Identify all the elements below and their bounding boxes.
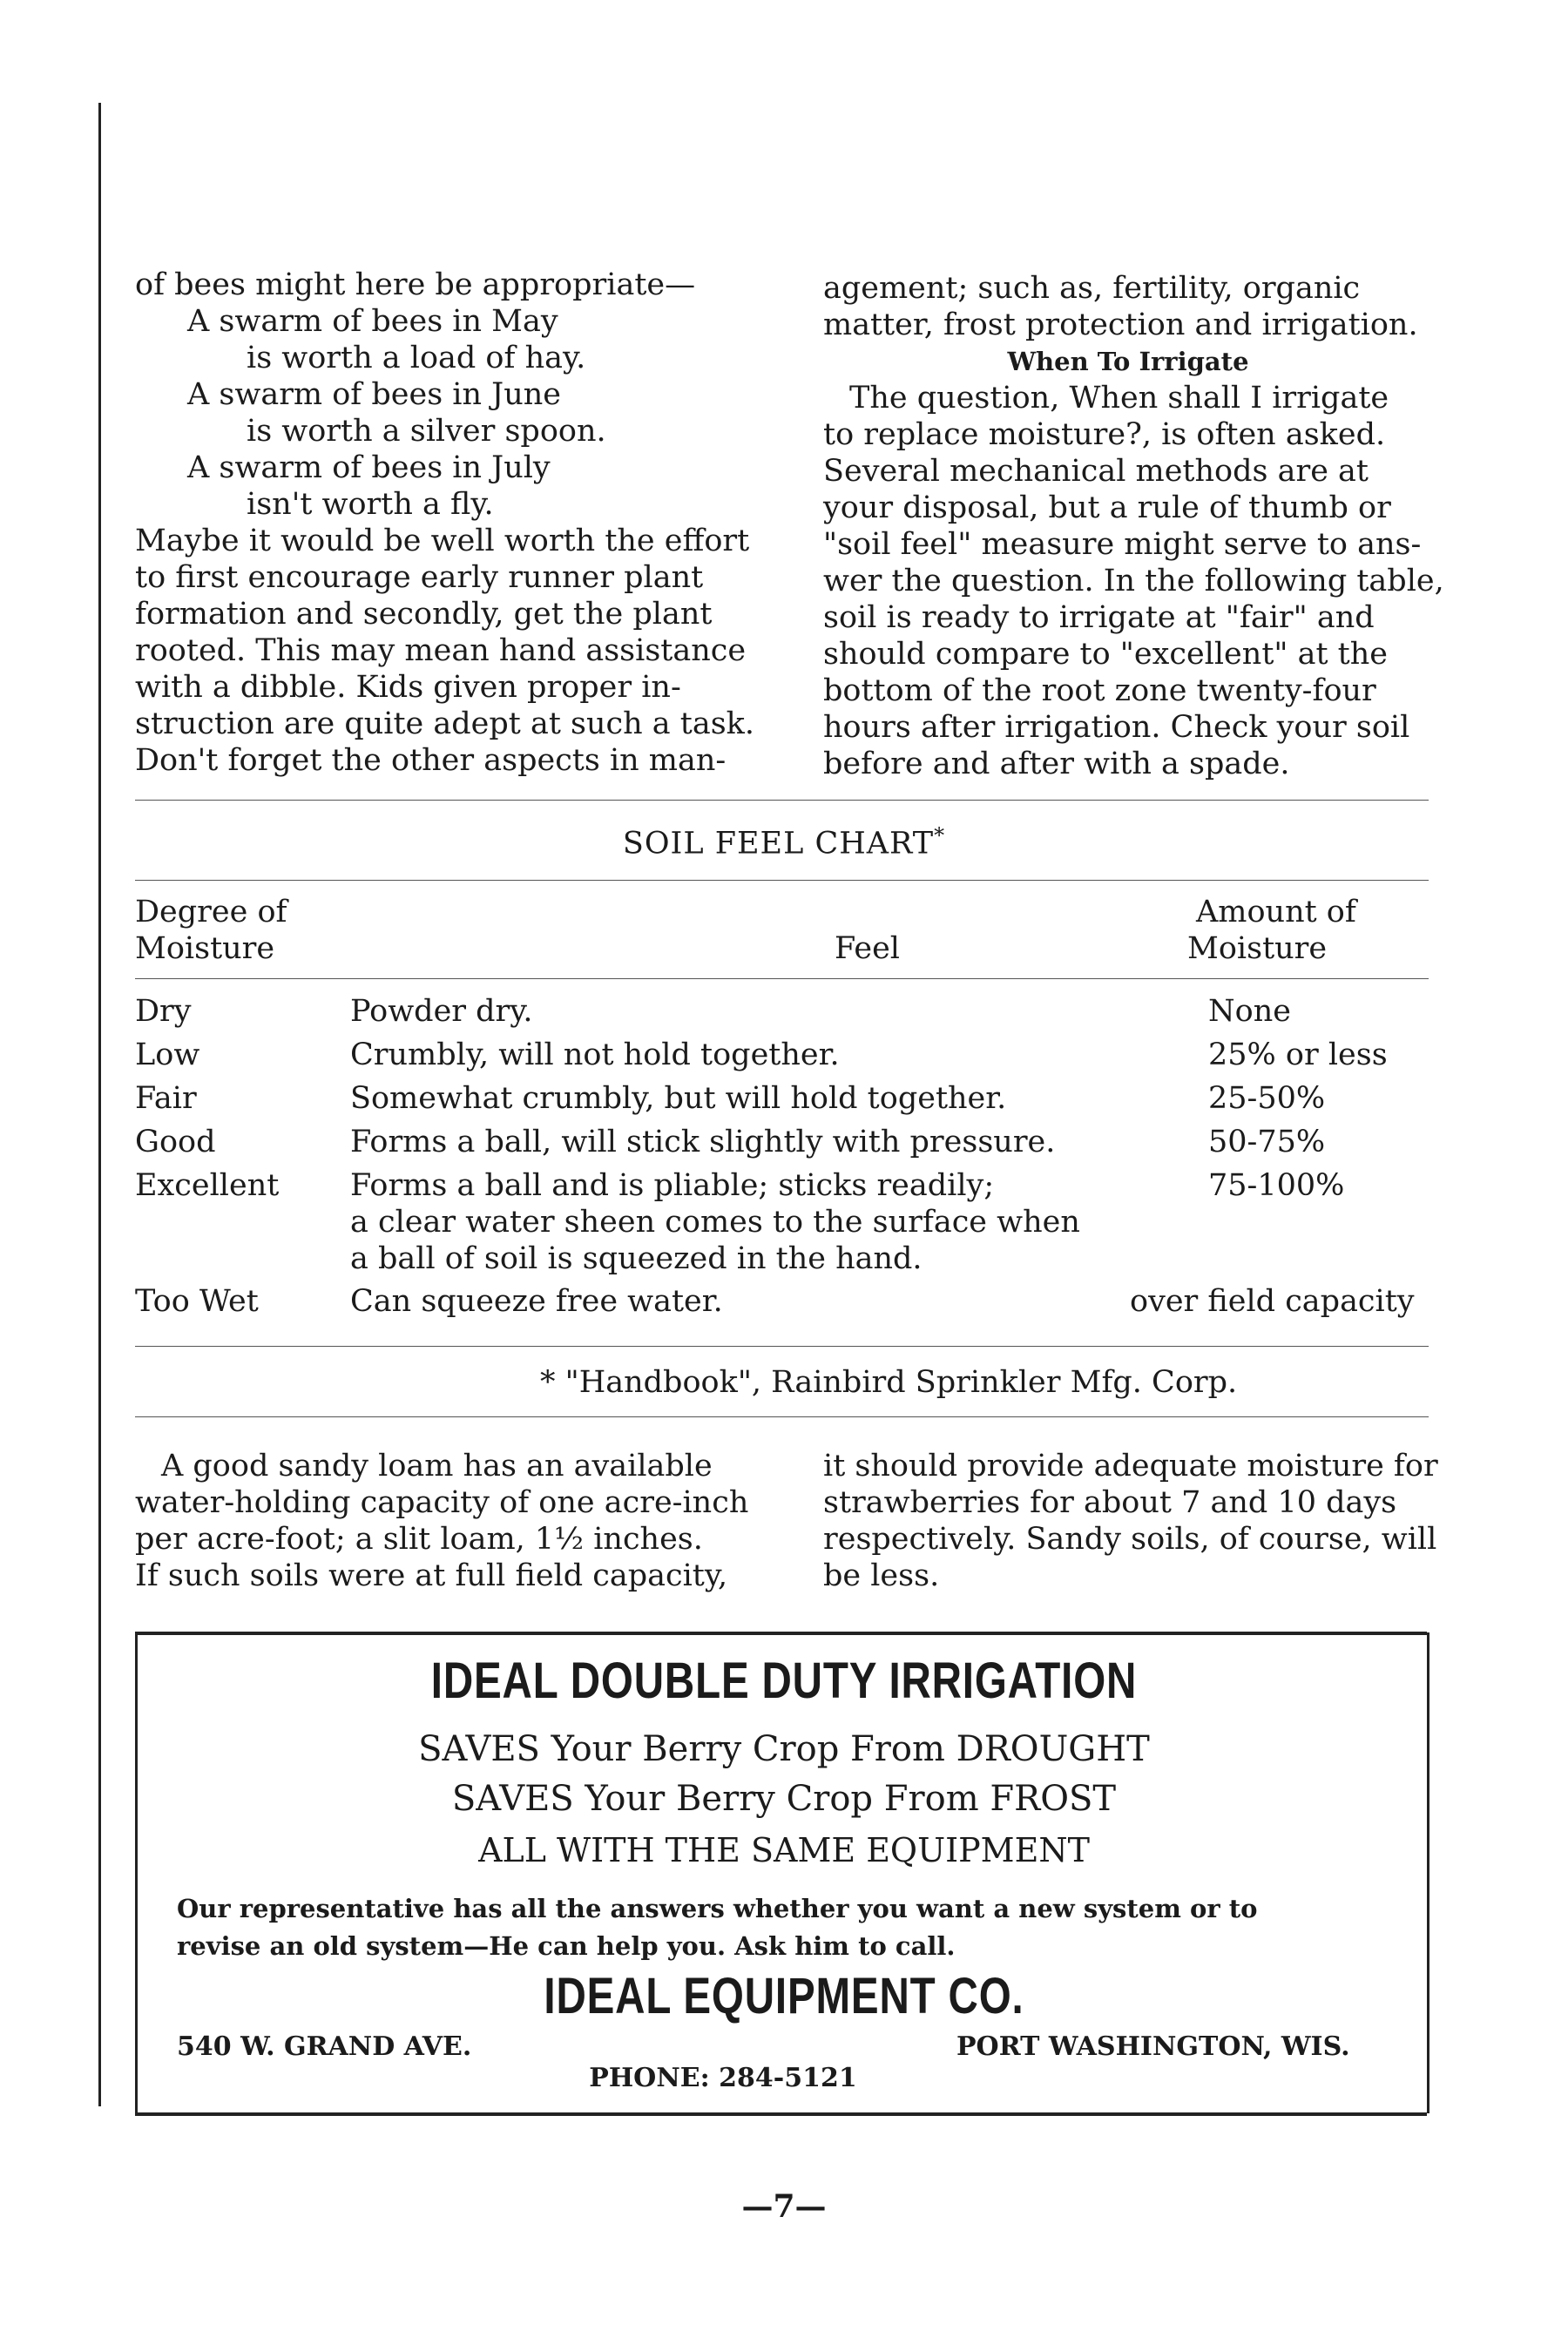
left-text-column: [135, 267, 755, 779]
ad-body-line: revise an old system—He can help you. Ask him to call.: [177, 1931, 956, 1961]
feel-line: Powder dry.: [350, 994, 533, 1029]
text-line: to replace moisture?, is often asked.: [823, 417, 1386, 452]
feel-cell: [350, 1283, 723, 1320]
degree-cell: Fair: [135, 1081, 197, 1116]
text-line: strawberries for about 7 and 10 days: [823, 1485, 1397, 1520]
text-line: water-holding capacity of one acre-inch: [135, 1485, 749, 1520]
header-amount-line1: Amount of: [1196, 895, 1356, 929]
amount-cell: None: [1208, 994, 1291, 1029]
text-line: matter, frost protection and irrigation.: [823, 308, 1418, 342]
ad-tagline: ALL WITH THE SAME EQUIPMENT: [478, 1831, 1090, 1869]
chart-title: [0, 823, 1568, 862]
degree-cell: Too Wet: [135, 1284, 259, 1319]
degree-cell: Excellent: [135, 1168, 280, 1203]
feel-line: Can squeeze free water.: [350, 1284, 723, 1319]
verse-line: A swarm of bees in July: [187, 450, 551, 485]
ad-title: IDEAL DOUBLE DUTY IRRIGATION: [430, 1652, 1138, 1709]
ad-tagline: SAVES Your Berry Crop From FROST: [451, 1779, 1117, 1819]
feel-line: a clear water sheen comes to the surface when: [350, 1205, 1080, 1240]
text-line: Several mechanical methods are at: [823, 454, 1369, 489]
text-line: rooted. This may mean hand assistance: [135, 633, 747, 668]
text-line: should compare to "excellent" at the: [823, 637, 1388, 672]
feel-line: Crumbly, will not hold together.: [350, 1037, 840, 1072]
text-line: bottom of the root zone twenty-four: [823, 673, 1376, 708]
text-line: to first encourage early runner plant: [135, 560, 704, 595]
feel-cell: [350, 1167, 1080, 1277]
text-line: Don't forget the other aspects in man-: [135, 743, 727, 778]
feel-line: Somewhat crumbly, but will hold together.: [350, 1081, 1007, 1116]
ad-body-line: Our representative has all the answers whether you want a new system or to: [177, 1894, 1258, 1923]
text-line: be less.: [823, 1558, 940, 1593]
ad-phone: PHONE: 284-5121: [589, 2063, 857, 2093]
bottom-left-text: [135, 1448, 749, 1594]
ad-company-name: IDEAL EQUIPMENT CO.: [544, 1968, 1024, 2024]
verse-line: A swarm of bees in June: [187, 377, 561, 412]
right-text-column: [823, 270, 1444, 782]
feel-cell: [350, 1124, 1055, 1160]
ad-border-bottom: [135, 2112, 1427, 2116]
text-line: "soil feel" measure might serve to ans-: [823, 527, 1422, 562]
amount-cell: over field capacity: [1130, 1284, 1415, 1319]
amount-cell: 50-75%: [1208, 1125, 1326, 1159]
degree-cell: Good: [135, 1125, 216, 1159]
header-amount: [1187, 894, 1356, 967]
chart-footnote: * "Handbook", Rainbird Sprinkler Mfg. Corp.: [540, 1365, 1238, 1400]
header-degree-line2: Moisture: [135, 931, 275, 966]
divider: [135, 1416, 1429, 1417]
header-degree-line1: Degree of: [135, 895, 287, 929]
chart-title-text: SOIL FEEL CHART: [622, 826, 935, 862]
feel-cell: [350, 993, 533, 1030]
degree-cell: Dry: [135, 994, 192, 1029]
verse-line: is worth a silver spoon.: [247, 414, 606, 449]
ad-body: [177, 1890, 1392, 1965]
verse-line: is worth a load of hay.: [247, 341, 586, 375]
verse-line: A swarm of bees in May: [187, 304, 558, 339]
verse-line: isn't worth a fly.: [247, 487, 494, 522]
header-degree: [135, 894, 287, 967]
text-line: soil is ready to irrigate at "fair" and: [823, 600, 1375, 635]
feel-cell: [350, 1037, 840, 1073]
text-line: The question, When shall I irrigate: [849, 381, 1389, 416]
degree-cell: Low: [135, 1037, 200, 1072]
amount-cell: 25% or less: [1208, 1037, 1388, 1072]
amount-cell: 75-100%: [1208, 1168, 1345, 1203]
text-line: with a dibble. Kids given proper in-: [135, 670, 681, 705]
amount-cell: 25-50%: [1208, 1081, 1326, 1116]
section-subheading: When To Irrigate: [1007, 347, 1249, 376]
feel-cell: [350, 1080, 1006, 1117]
text-line: respectively. Sandy soils, of course, will: [823, 1522, 1437, 1557]
text-line: formation and secondly, get the plant: [135, 597, 713, 632]
text-line: it should provide adequate moisture for: [823, 1449, 1438, 1484]
text-line: struction are quite adept at such a task.: [135, 706, 755, 741]
feel-line: a ball of soil is squeezed in the hand.: [350, 1241, 923, 1276]
bottom-right-text: [823, 1448, 1438, 1594]
divider: [135, 880, 1429, 881]
text-line: agement; such as, fertility, organic: [823, 271, 1361, 306]
ad-address: 540 W. GRAND AVE.: [177, 2031, 472, 2062]
header-amount-line2: Moisture: [1187, 931, 1328, 966]
page-number: —7—: [741, 2188, 827, 2225]
text-line: of bees might here be appropriate—: [135, 267, 696, 302]
footnote-marker: *: [934, 823, 946, 848]
text-line: per acre-foot; a slit loam, 1½ inches.: [135, 1522, 703, 1557]
ad-city: PORT WASHINGTON, WIS.: [956, 2031, 1350, 2062]
ad-tagline: SAVES Your Berry Crop From DROUGHT: [418, 1729, 1150, 1769]
feel-line: Forms a ball, will stick slightly with pressure.: [350, 1125, 1056, 1159]
text-line: hours after irrigation. Check your soil: [823, 710, 1410, 745]
divider: [135, 1346, 1429, 1347]
feel-line: Forms a ball and is pliable; sticks readily;: [350, 1168, 995, 1203]
divider: [135, 978, 1429, 979]
header-feel: Feel: [835, 931, 900, 966]
text-line: your disposal, but a rule of thumb or: [823, 490, 1391, 525]
text-line: wer the question. In the following table,: [823, 564, 1444, 598]
text-line: before and after with a spade.: [823, 747, 1290, 781]
text-line: Maybe it would be well worth the effort: [135, 524, 750, 558]
text-line: If such soils were at full field capacity,: [135, 1558, 728, 1593]
text-line: A good sandy loam has an available: [161, 1449, 713, 1484]
divider: [135, 800, 1429, 801]
